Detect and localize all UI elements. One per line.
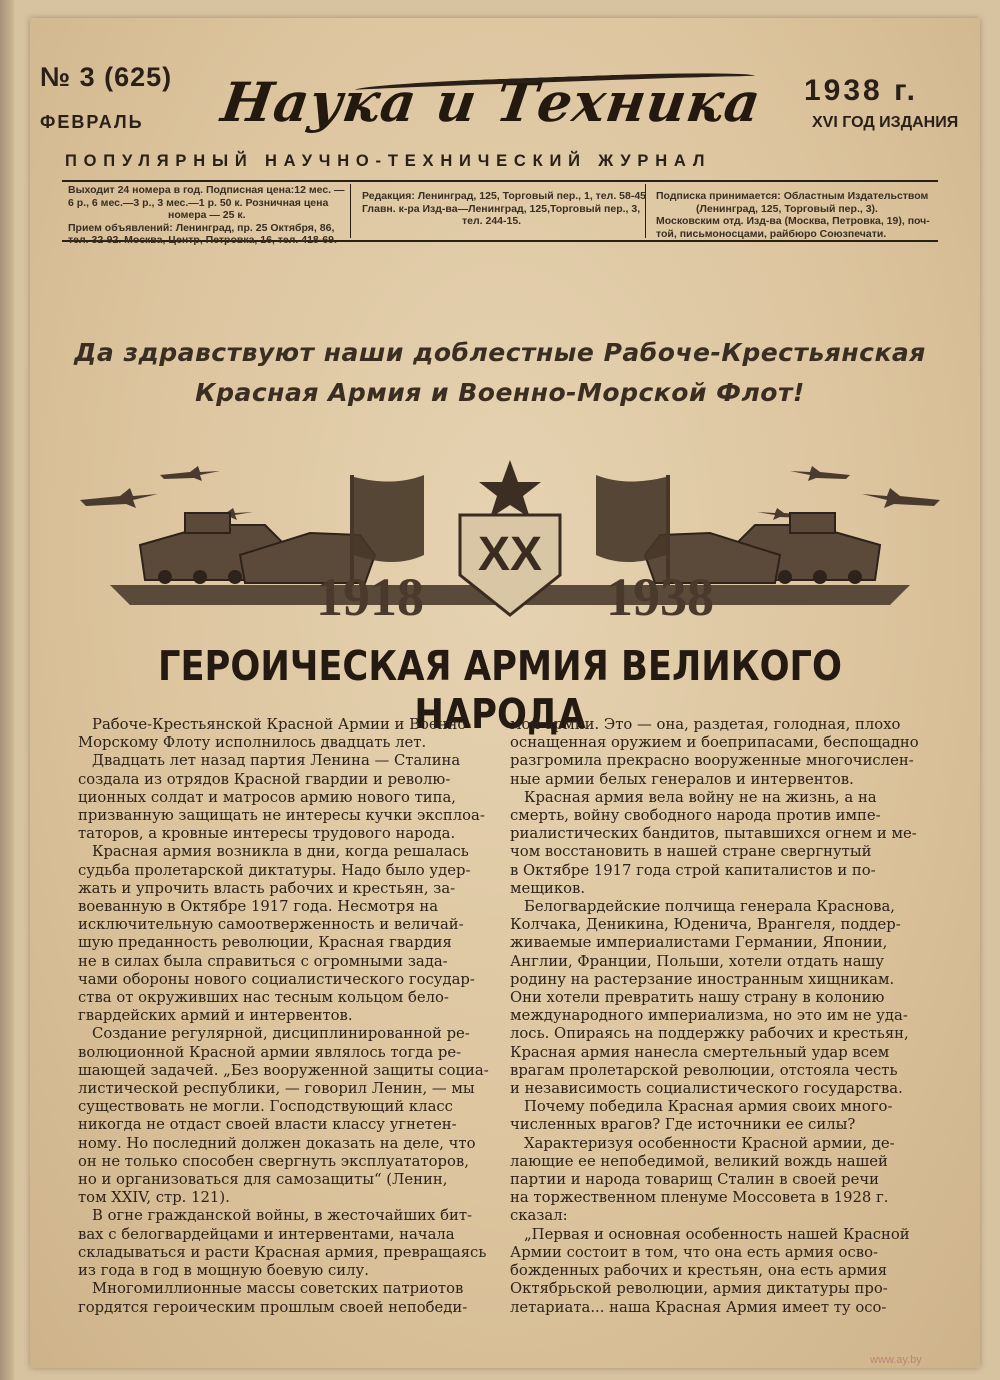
article-line: таторов, а кровные интересы трудового народа. bbox=[78, 825, 456, 843]
subscription-info bbox=[68, 184, 345, 247]
article-line: вах с белогвардейцами и интервентами, начала bbox=[78, 1225, 455, 1243]
article-line: В огне гражданской войны, в жесточайших бит- bbox=[92, 1207, 473, 1225]
watermark: www.ay.by bbox=[870, 1354, 922, 1366]
magazine-subtitle: ПОПУЛЯРНЫЙ НАУЧНО-ТЕХНИЧЕСКИЙ ЖУРНАЛ bbox=[65, 152, 712, 170]
article-line: разгромила прекрасно вооруженные многочислен- bbox=[510, 752, 914, 770]
article-line: чом восстановить в нашей стране свергнутый bbox=[510, 843, 872, 861]
article-line: никогда не отдаст своей власти классу угнетен- bbox=[78, 1116, 457, 1134]
slogan-line-2: Красная Армия и Военно-Морской Флот! bbox=[195, 378, 805, 407]
info-line: Главн. к-ра Изд-ва—Ленинград, 125,Торговый пер., 3, bbox=[362, 202, 641, 215]
article-line: Англии, Франции, Польши, хотели отдать нашу bbox=[510, 952, 885, 970]
issue-year: 1938 г. bbox=[804, 74, 918, 107]
article-line: чами обороны нового социалистического государ- bbox=[78, 970, 475, 988]
info-line: Подписка принимается: Областным Издательством bbox=[656, 190, 929, 202]
article-line: ному. Но последний должен доказать на деле, что bbox=[78, 1134, 476, 1152]
article-line: Колчака, Деникина, Юденича, Врангеля, поддер- bbox=[510, 916, 901, 934]
article-line: мой армии. Это — она, раздетая, голодная, плохо bbox=[510, 716, 901, 733]
info-line: 6 р., 6 мес.—3 р., 3 мес.—1 р. 50 к. Розничная цена bbox=[68, 196, 329, 209]
info-line: Выходит 24 номера в год. Подписная цена:12 мес. — bbox=[68, 184, 345, 196]
article-line: но и организоваться для самозащиты“ (Ленин, bbox=[78, 1171, 448, 1189]
article-line: сказал: bbox=[510, 1207, 568, 1225]
magazine-title: Наука и Техника bbox=[217, 70, 766, 134]
article-line: божденных рабочих и крестьян, она есть армия bbox=[510, 1262, 888, 1280]
scan-edge bbox=[0, 0, 14, 1380]
article-line: смерть, войну свободного народа против импе- bbox=[510, 807, 881, 825]
article-line: из года в год в мощную боевую силу. bbox=[78, 1262, 369, 1280]
article-line: в Октябре 1917 года строй капиталистов и по- bbox=[510, 861, 876, 879]
article-line: Белогвардейские полчища генерала Краснова, bbox=[524, 898, 896, 916]
article-line: родину на растерзание иностранным хищникам. bbox=[510, 970, 895, 988]
editorial-info bbox=[362, 190, 646, 228]
edition-year: XVI ГОД ИЗДАНИЯ bbox=[812, 114, 959, 131]
info-divider-1 bbox=[350, 184, 351, 238]
article-line: и независимость социалистического государства. bbox=[510, 1080, 903, 1098]
masthead-rule-top bbox=[62, 180, 938, 182]
info-line: Московским отд. Изд-ва (Москва, Петровка, 19), поч- bbox=[656, 215, 930, 227]
issue-number: № 3 (625) bbox=[40, 62, 173, 92]
article-headline: ГЕРОИЧЕСКАЯ АРМИЯ ВЕЛИКОГО НАРОДА bbox=[157, 642, 843, 738]
article-line: том XXIV, стр. 121). bbox=[78, 1189, 230, 1207]
article-line: Красная армия возникла в дни, когда решалась bbox=[92, 843, 469, 861]
article-line: лающие ее непобедимой, великий вождь нашей bbox=[510, 1152, 888, 1170]
article-line: Морскому Флоту исполнилось двадцать лет. bbox=[78, 734, 427, 752]
roman-twenty: XX bbox=[477, 528, 543, 581]
article-line: Октябрьской революции, армия диктатуры про- bbox=[510, 1280, 888, 1298]
article-line: Двадцать лет назад партия Ленина — Сталина bbox=[92, 752, 461, 770]
article-line: летариата... наша Красная Армия имеет ту осо- bbox=[510, 1298, 887, 1316]
article-line: на торжественном пленуме Моссовета в 1928 г. bbox=[510, 1189, 889, 1207]
article-line: гордятся героическим прошлым своей непобеди- bbox=[78, 1298, 468, 1316]
article-line: лось. Опираясь на поддержку рабочих и крестьян, bbox=[510, 1025, 909, 1043]
slogan-line-1: Да здравствуют наши доблестные Рабоче-Крестьянская bbox=[74, 338, 926, 367]
article-line: шающей задачей. „Без вооруженной защиты социа- bbox=[78, 1061, 489, 1079]
article-line: гвардейских армий и интервентов. bbox=[78, 1007, 353, 1025]
info-line: номера — 25 к. bbox=[168, 209, 246, 221]
planes-right-icon bbox=[757, 466, 940, 520]
article-line: международного империализма, но это им не уда- bbox=[510, 1007, 908, 1025]
article-line: Они хотели превратить нашу страну в колонию bbox=[510, 989, 885, 1007]
article-line: врагам пролетарской революции, отстояла честь bbox=[510, 1061, 898, 1079]
year-1918: 1918 bbox=[316, 567, 424, 627]
article-line: оснащенная оружием и боеприпасами, беспощадно bbox=[510, 734, 919, 752]
article-line: Красная армия нанесла смертельный удар всем bbox=[510, 1043, 890, 1061]
info-line: Редакция: Ленинград, 125, Торговый пер., 1, тел. 58-45 bbox=[362, 190, 647, 202]
article-line: шую преданность революции, Красная гвардия bbox=[78, 934, 452, 952]
article-line: существовать не могли. Господствующий класс bbox=[78, 1098, 453, 1116]
info-line: той, письмоносцами, райбюро Союзпечати. bbox=[656, 227, 887, 240]
red-star-icon bbox=[479, 460, 541, 518]
planes-left-icon bbox=[80, 466, 253, 520]
article-line: складываться и расти Красная армия, превращаясь bbox=[78, 1243, 487, 1261]
article-line: ционных солдат и матросов армию нового типа, bbox=[78, 788, 457, 806]
article-line: создала из отрядов Красной гвардии и револю- bbox=[78, 770, 451, 788]
article-line: волюционной Красной армии являлось тогда ре- bbox=[78, 1043, 462, 1061]
article-line: листической республики, — говорил Ленин, — мы bbox=[78, 1080, 475, 1098]
article-line: ные армии белых генералов и интервентов. bbox=[510, 770, 854, 788]
info-line: Прием объявлений: Ленинград, пр. 25 Октября, 86, bbox=[68, 221, 335, 234]
article-column-left bbox=[78, 716, 490, 1317]
article-line: ства от окруживших нас тесным кольцом бело- bbox=[78, 989, 449, 1007]
info-line: (Ленинград, 125, Торговый пер., 3). bbox=[696, 202, 878, 215]
issue-month: ФЕВРАЛЬ bbox=[40, 112, 144, 132]
article-line: призванную защищать не интересы кучки эксплоа- bbox=[78, 807, 485, 825]
article-line: Рабоче-Крестьянской Красной Армии и Военно- bbox=[92, 716, 472, 733]
year-1938: 1938 bbox=[606, 567, 714, 627]
article-line: исключительную самоотверженность и величай- bbox=[78, 916, 464, 934]
article-line: Армии состоит в том, что она есть армия осво- bbox=[510, 1243, 878, 1261]
anniversary-banner bbox=[70, 455, 950, 635]
article-line: Почему победила Красная армия своих много- bbox=[524, 1098, 893, 1116]
info-line: тел. 244-15. bbox=[462, 215, 522, 227]
article-line: „Первая и основная особенность нашей Красной bbox=[524, 1225, 910, 1243]
article-line: судьба пролетарской диктатуры. Надо было удер- bbox=[78, 861, 471, 879]
article-line: воеванную в Октябре 1917 года. Несмотря на bbox=[78, 898, 439, 916]
article-line: численных врагов? Где источники ее силы? bbox=[510, 1116, 856, 1134]
article-line: Характеризуя особенности Красной армии, де- bbox=[524, 1134, 895, 1152]
article-line: не в силах была справиться с огромными зада- bbox=[78, 952, 448, 970]
article-line: Многомиллионные массы советских патриотов bbox=[92, 1280, 464, 1298]
article-line: риалистических бандитов, пытавшихся огнем и ме- bbox=[510, 825, 917, 843]
article-line: Красная армия вела войну не на жизнь, а на bbox=[524, 788, 877, 806]
article-line: жать и упрочить власть рабочих и крестьян, за- bbox=[78, 879, 456, 897]
article-line: живаемые империалистами Германии, Японии, bbox=[510, 934, 888, 952]
info-line: тел. 32-92. Москва, Центр, Петровка, 16, тел. 418-69. bbox=[68, 234, 337, 246]
article-column-right bbox=[510, 716, 932, 1317]
article-line: партии и народа товарищ Сталин в своей речи bbox=[510, 1171, 879, 1189]
subscription-places-info bbox=[656, 190, 930, 240]
article-line: Создание регулярной, дисциплинированной ре- bbox=[92, 1025, 470, 1043]
article-line: он не только способен свергнуть эксплуататоров, bbox=[78, 1152, 469, 1170]
article-line: мещиков. bbox=[510, 879, 586, 897]
